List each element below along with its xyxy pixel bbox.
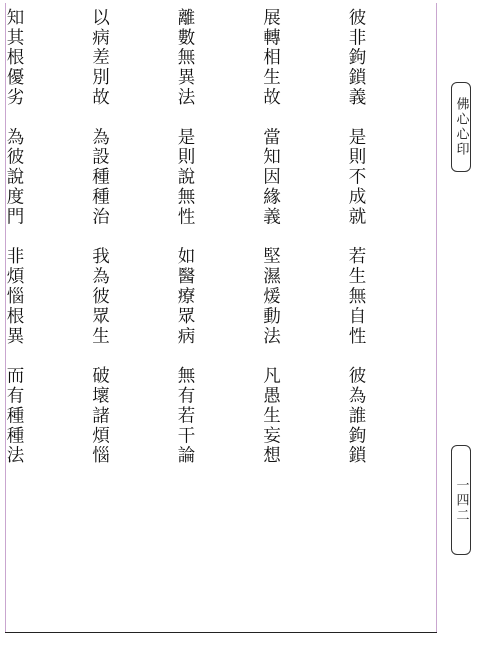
book-title-tab	[451, 82, 471, 172]
verse-column-1: 彼非鉤鎖義 是則不成就 若生無自性 彼為誰鉤鎖	[346, 8, 366, 466]
page-number-tab	[451, 445, 471, 555]
page-number: 一四二	[453, 477, 469, 523]
verse-column-4: 以病差別故 為設種種治 我為彼眾生 破壞諸煩惱	[89, 8, 110, 466]
verse-column-3: 離數無異法 是則說無性 如醫療眾病 無有若干論	[175, 8, 195, 466]
scripture-text	[0, 8, 427, 628]
bottom-rule	[5, 632, 437, 633]
verse-column-5: 知其根優劣 為彼說度門 非煩惱根異 而有種種法	[4, 8, 24, 466]
verse-column-2: 展轉相生故 當知因緣義 堅濕煖動法 凡愚生妄想	[260, 8, 281, 466]
book-title: 佛心心印	[453, 97, 469, 157]
